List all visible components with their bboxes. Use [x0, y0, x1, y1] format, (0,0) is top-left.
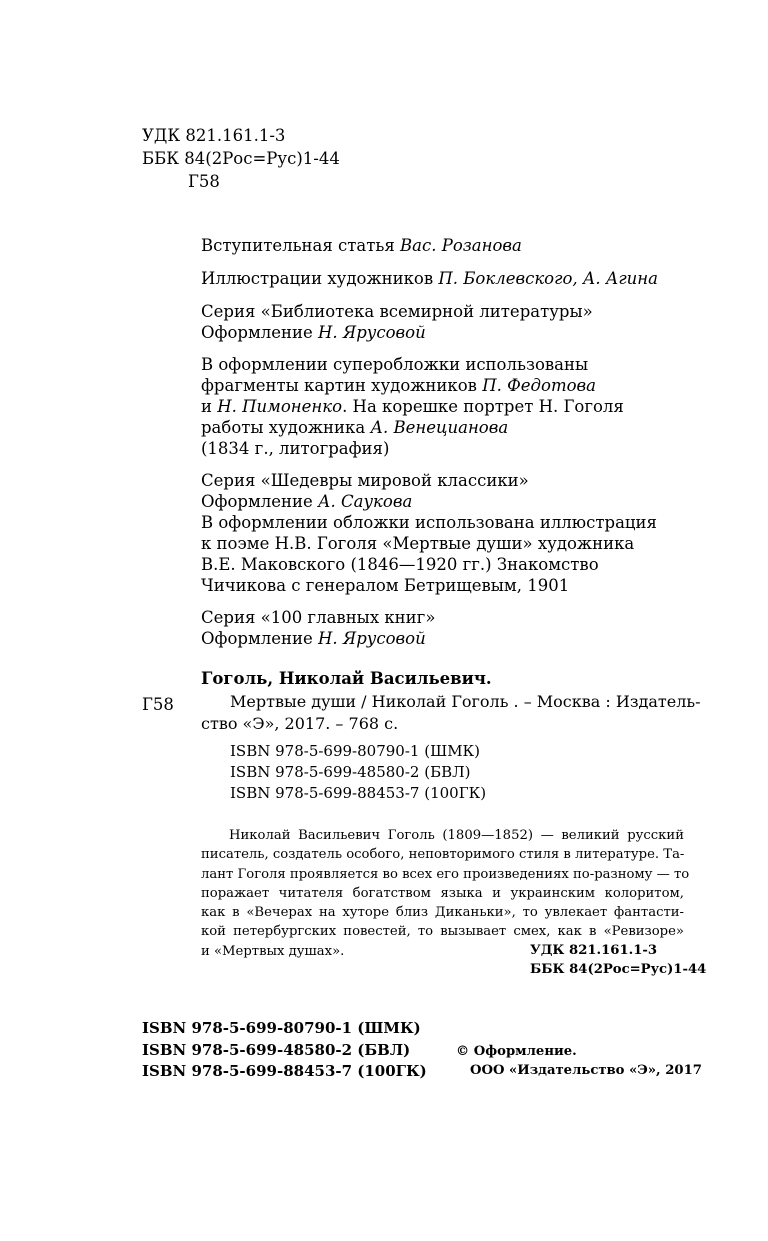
cover2-line4: Чичикова с генералом Бетрищевым, 1901 — [201, 576, 570, 595]
record-code: Г58 — [142, 695, 174, 714]
header-code: Г58 — [188, 172, 220, 191]
cover2-line2: к поэме Н.В. Гоголя «Мертвые души» художника — [201, 534, 635, 553]
record-isbn2: ISBN 978-5-699-48580-2 (БВЛ) — [230, 763, 471, 781]
intro-name: Вас. Розанова — [400, 236, 522, 255]
series3-title: Серия «100 главных книг» — [201, 608, 436, 627]
annotation-line: лант Гоголя проявляется во всех его произведениях по-разному — то — [201, 866, 690, 882]
header-bbk: ББК 84(2Рос=Рус)1-44 — [142, 149, 340, 168]
intro-credit — [201, 235, 522, 256]
cover2-line3: В.Е. Маковского (1846—1920 гг.) Знакомство — [201, 555, 599, 574]
illustrations-credit — [201, 268, 658, 289]
cover1-line2 — [201, 375, 596, 396]
annotation-line: писатель, создатель особого, неповторимого стиля в литературе. Та- — [201, 847, 685, 863]
footer-copyright-line2: ООО «Издательство «Э», 2017 — [470, 1063, 702, 1078]
intro-label: Вступительная статья — [201, 236, 395, 255]
cover1-line3-text: . На корешке портрет Н. Гоголя — [342, 397, 624, 416]
cover1-line5: (1834 г., литография) — [201, 439, 390, 458]
illus-names: П. Боклевского, А. Агина — [438, 269, 659, 288]
cover1-line3-conj: и — [201, 397, 212, 416]
record-author: Гоголь, Николай Васильевич. — [201, 669, 492, 688]
footer-isbn1: ISBN 978-5-699-80790-1 (ШМК) — [142, 1019, 421, 1037]
footer-isbn2: ISBN 978-5-699-48580-2 (БВЛ) — [142, 1041, 411, 1059]
series1-design — [201, 322, 426, 343]
cover1-artist-venetsianov: А. Венецианова — [370, 418, 509, 437]
series2-title: Серия «Шедевры мировой классики» — [201, 471, 529, 490]
series3-design — [201, 628, 426, 649]
design2-label: Оформление — [201, 492, 313, 511]
series2-design — [201, 491, 412, 512]
design3-label: Оформление — [201, 629, 313, 648]
cover2-line1: В оформлении обложки использована иллюстрация — [201, 513, 657, 532]
footer-isbn3: ISBN 978-5-699-88453-7 (100ГК) — [142, 1062, 427, 1080]
design2-name: А. Саукова — [318, 492, 413, 511]
design3-name: Н. Ярусовой — [318, 629, 426, 648]
series1-title: Серия «Библиотека всемирной литературы» — [201, 302, 593, 321]
record-title-line2: ство «Э», 2017. – 768 с. — [201, 714, 399, 733]
annotation-line: кой петербургских повестей, то вызывает смех, как в «Ревизоре» — [201, 924, 684, 940]
cover1-line4 — [201, 417, 508, 438]
cover1-line1: В оформлении суперобложки использованы — [201, 355, 589, 374]
annotation-line: поражает читателя богатством языка и украинским колоритом, — [201, 885, 684, 901]
record-udk: УДК 821.161.1-3 — [530, 943, 658, 958]
record-isbn1: ISBN 978-5-699-80790-1 (ШМК) — [230, 742, 481, 760]
cover1-line4-text: работы художника — [201, 418, 366, 437]
header-udk: УДК 821.161.1-3 — [142, 126, 286, 145]
footer-copyright-line1: © Оформление. — [456, 1044, 577, 1059]
cover1-line2-text: фрагменты картин художников — [201, 376, 477, 395]
cover1-artist-pimonenko: Н. Пимоненко — [217, 397, 343, 416]
cover1-artist-fedotov: П. Федотова — [482, 376, 596, 395]
design1-label: Оформление — [201, 323, 313, 342]
record-title-line1: Мертвые души / Николай Гоголь . – Москва : Издатель- — [230, 692, 701, 711]
annotation-line: Николай Васильевич Гоголь (1809—1852) — великий русский — [229, 828, 684, 843]
record-isbn3: ISBN 978-5-699-88453-7 (100ГК) — [230, 784, 487, 802]
annotation-line: и «Мертвых душах». — [201, 943, 345, 959]
design1-name: Н. Ярусовой — [318, 323, 426, 342]
cover1-line3 — [201, 396, 624, 417]
illus-label: Иллюстрации художников — [201, 269, 434, 288]
record-bbk: ББК 84(2Рос=Рус)1-44 — [530, 962, 707, 977]
annotation-line: как в «Вечерах на хуторе близ Диканьки», то увлекает фантасти- — [201, 905, 684, 921]
